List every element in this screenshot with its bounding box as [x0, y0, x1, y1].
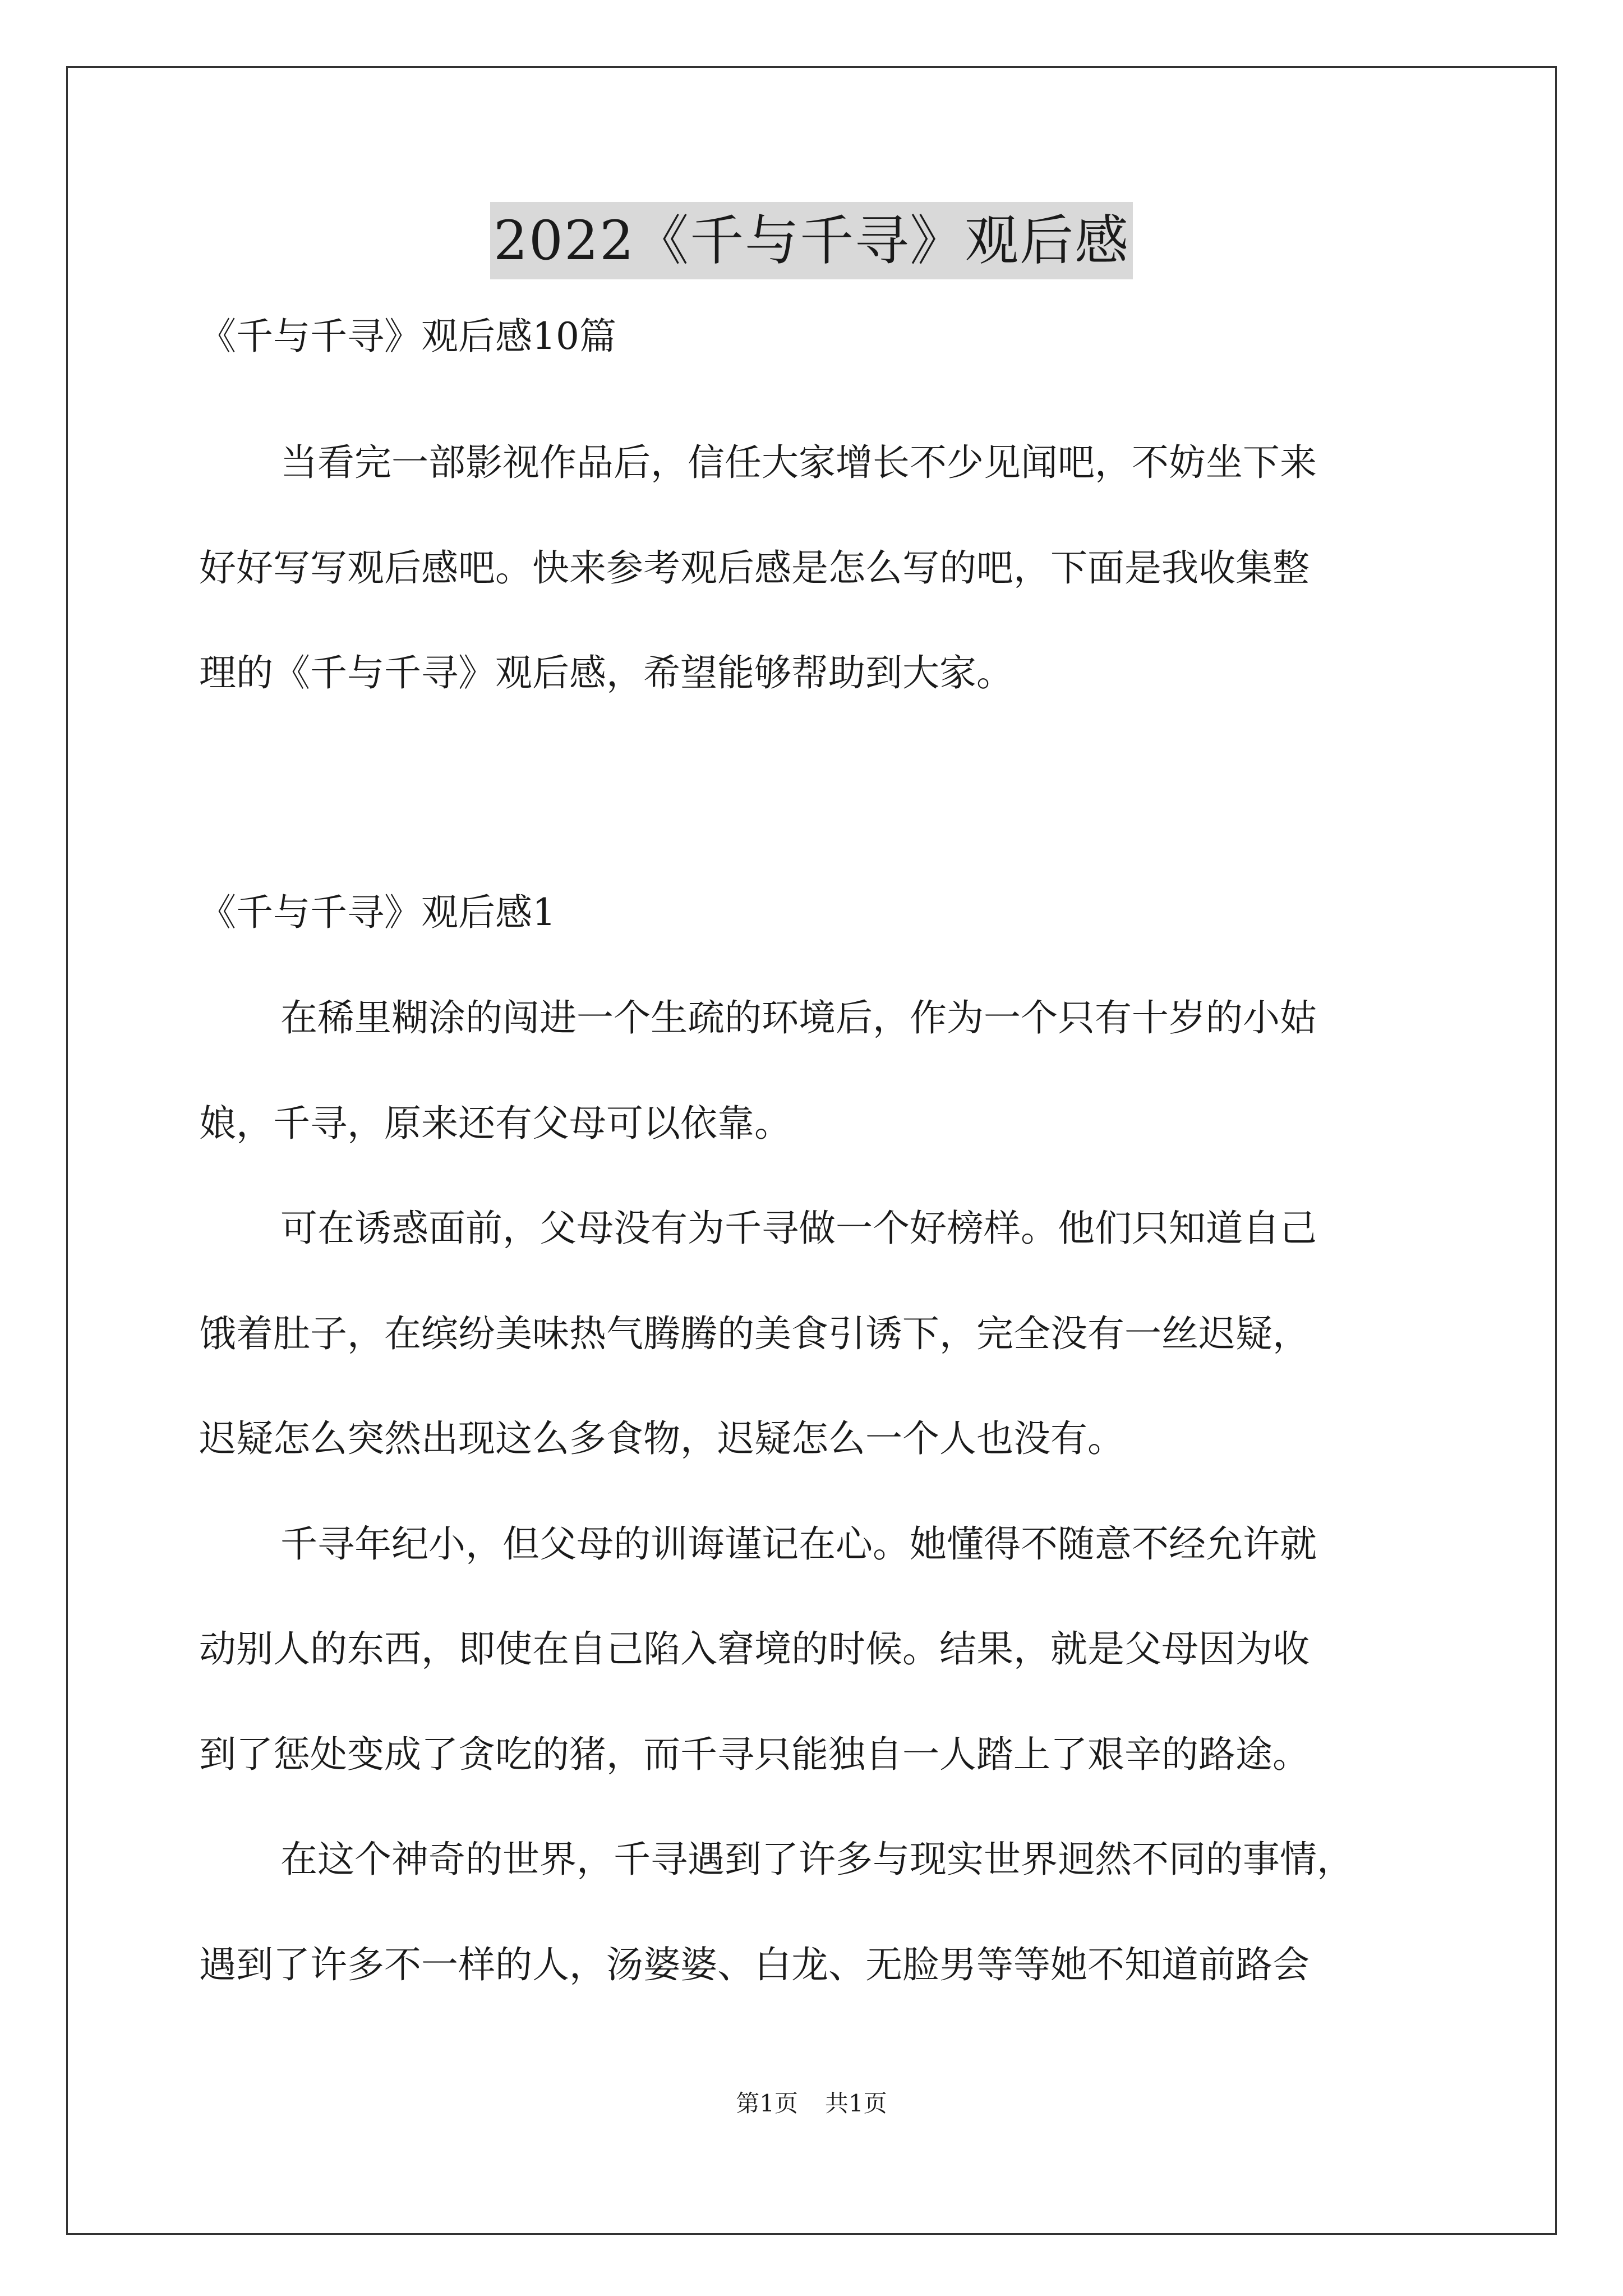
page-footer [0, 2087, 1623, 2120]
body-line: 千寻年纪小，但父母的训诲谨记在心。她懂得不随意不经允许就 [280, 1522, 1317, 1566]
intro-line: 好好写写观后感吧。快来参考观后感是怎么写的吧，下面是我收集整 [199, 546, 1310, 590]
document-title: 2022《千与千寻》观后感 [490, 202, 1133, 279]
body-line: 到了惩处变成了贪吃的猪，而千寻只能独自一人踏上了艰辛的路途。 [199, 1733, 1310, 1776]
body-line: 在这个神奇的世界，千寻遇到了许多与现实世界迥然不同的事情， [280, 1838, 1354, 1881]
body-line: 饿着肚子，在缤纷美味热气腾腾的美食引诱下，完全没有一丝迟疑， [199, 1312, 1310, 1355]
section-heading: 《千与千寻》观后感1 [199, 891, 556, 934]
intro-line: 当看完一部影视作品后，信任大家增长不少见闻吧，不妨坐下来 [280, 441, 1317, 484]
body-line: 可在诱惑面前，父母没有为千寻做一个好榜样。他们只知道自己 [280, 1207, 1317, 1250]
intro-line: 理的《千与千寻》观后感，希望能够帮助到大家。 [199, 651, 1013, 694]
body-line: 动别人的东西，即使在自己陷入窘境的时候。结果，就是父母因为收 [199, 1627, 1310, 1671]
title-container [0, 202, 1623, 279]
document-subtitle: 《千与千寻》观后感10篇 [199, 315, 616, 358]
body-line: 遇到了许多不一样的人，汤婆婆、白龙、无脸男等等她不知道前路会 [199, 1943, 1310, 1986]
body-line: 在稀里糊涂的闯进一个生疏的环境后，作为一个只有十岁的小姑 [280, 996, 1317, 1039]
page-number-total: 共1页 [825, 2090, 887, 2117]
body-line: 迟疑怎么突然出现这么多食物，迟疑怎么一个人也没有。 [199, 1417, 1124, 1460]
body-line: 娘，千寻，原来还有父母可以依靠。 [199, 1102, 791, 1145]
page-border [66, 66, 1557, 2235]
page-number-current: 第1页 [736, 2090, 798, 2117]
